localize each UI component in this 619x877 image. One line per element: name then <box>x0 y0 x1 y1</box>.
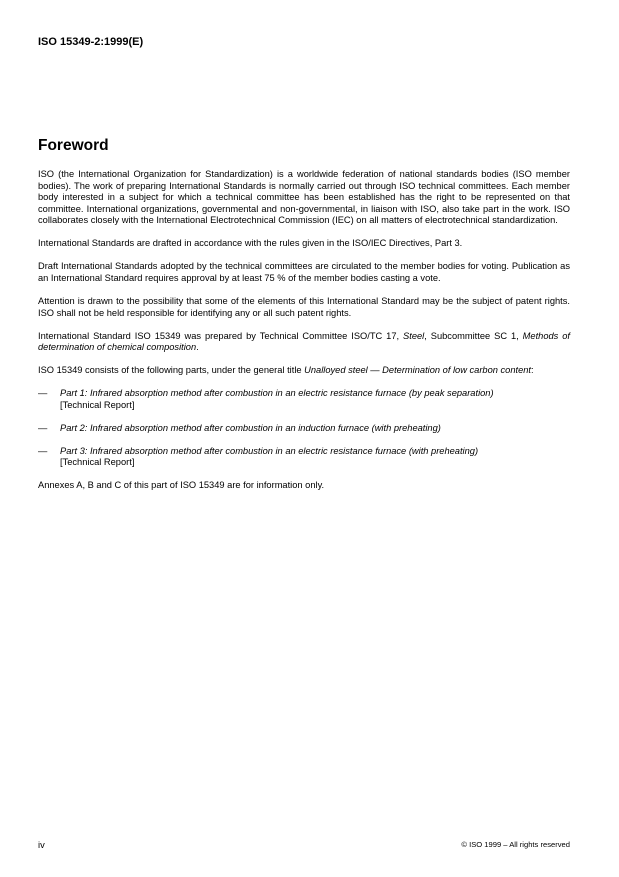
dash-marker: — <box>38 422 48 433</box>
paragraph-iso-intro: ISO (the International Organization for Standardization) is a worldwide federation of national standards bodies (ISO member bodies). The work of preparing International Standards is normally carried out through ISO technical committees. Each member body interested in a subject for which a technical committee has been established has the right to be represented on that committee. International organizations, governmental and non-governmental, in liaison with ISO, also take part in the work. ISO collaborates closely with the International Electrotechnical Commission (IEC) on all matters of electrotechnical standardization. <box>38 169 570 226</box>
paragraph-committee <box>38 331 570 354</box>
paragraph-patent: Attention is drawn to the possibility that some of the elements of this International Standard may be the subject of patent rights. ISO shall not be held responsible for identifying any or all such patent rights. <box>38 295 570 318</box>
dash-marker: — <box>38 445 48 456</box>
committee-text-c: , Subcommittee SC 1, <box>424 330 523 341</box>
paragraph-voting: Draft International Standards adopted by the technical committees are circulated to the member bodies for voting. Publication as an International Standard requires approval by at least 75 % of the member bodies casting a vote. <box>38 261 570 283</box>
committee-name: Steel <box>403 330 425 341</box>
general-title: Unalloyed steel — Determination of low carbon content <box>304 365 532 376</box>
paragraph-parts-intro <box>38 365 570 377</box>
committee-text-e: . <box>196 342 199 353</box>
list-item <box>38 388 570 411</box>
dash-marker: — <box>38 388 48 399</box>
paragraph-directives: International Standards are drafted in accordance with the rules given in the ISO/IEC Directives, Part 3. <box>38 238 463 249</box>
parts-intro-colon: : <box>531 365 534 376</box>
part-title: Part 2: Infrared absorption method after combustion in an induction furnace (with preheating) <box>60 422 441 433</box>
list-item <box>38 446 570 469</box>
foreword-body <box>38 169 570 503</box>
copyright-notice: © ISO 1999 – All rights reserved <box>461 840 570 849</box>
page-number: iv <box>38 840 45 850</box>
document-id: ISO 15349-2:1999(E) <box>38 36 144 48</box>
committee-text-a: International Standard ISO 15349 was prepared by Technical Committee ISO/TC 17, <box>38 330 404 341</box>
page-title: Foreword <box>38 137 109 154</box>
part-note: [Technical Report] <box>60 399 135 410</box>
list-item <box>38 423 570 435</box>
part-title: Part 3: Infrared absorption method after combustion in an electric resistance furnace (with preheating) <box>60 445 479 456</box>
part-title: Part 1: Infrared absorption method after combustion in an electric resistance furnace (by peak separation) <box>60 388 494 399</box>
subcommittee-name: Methods of determination of chemical composition <box>38 330 570 353</box>
paragraph-annexes: Annexes A, B and C of this part of ISO 15349 are for information only. <box>38 480 325 491</box>
parts-intro-text: ISO 15349 consists of the following parts, under the general title <box>38 365 305 376</box>
part-note: [Technical Report] <box>60 457 135 468</box>
